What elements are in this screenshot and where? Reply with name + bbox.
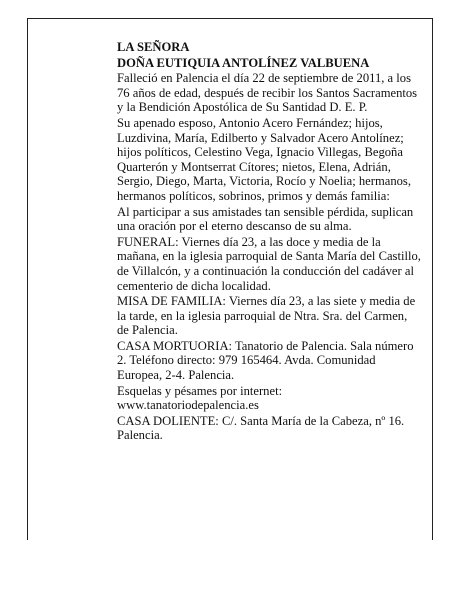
family-mass-details: MISA DE FAMILIA: Viernes día 23, a las siete y media de la tarde, en la iglesia parroquial de Ntra. Sra. del Carmen, de Palencia. (117, 294, 416, 338)
obituary-title: LA SEÑORA (117, 40, 190, 54)
prayer-request: Al participar a sus amistades tan sensible pérdida, suplican una oración por el eterno descanso de su alma. (117, 204, 414, 234)
funeral-details: FUNERAL: Viernes día 23, a las doce y media de la mañana, en la iglesia parroquial de Santa María del Castillo, de Villalcón, y a continuación la conducción del cadáver al cementerio de dicha localidad. (117, 234, 421, 293)
deceased-name: DOÑA EUTIQUIA ANTOLÍNEZ VALBUENA (117, 55, 370, 70)
online-condolences: Esquelas y pésames por internet: www.tanatoriodepalencia.es (117, 383, 283, 413)
obituary-notice (117, 40, 422, 444)
death-announcement: Falleció en Palencia el día 22 de septiembre de 2011, a los 76 años de edad, después de recibir los Santos Sacramentos y la Bendición Apostólica de Su Santidad D. E. P. (117, 71, 418, 115)
funeral-home-details: CASA MORTUORIA: Tanatorio de Palencia. Sala número 2. Teléfono directo: 979 165464. Avda. Comunidad Europea, 2-4. Palencia. (117, 338, 414, 383)
mourning-home-address: CASA DOLIENTE: C/. Santa María de la Cabeza, nº 16. Palencia. (117, 413, 405, 443)
family-list: Su apenado esposo, Antonio Acero Fernández; hijos, Luzdivina, María, Edilberto y Salvador Acero Antolínez; hijos políticos, Celestino Vega, Ignacio Villegas, Begoña Quarterón y Montserrat Cítores; nietos, Elena, Adrián, Sergio, Diego, Marta, Victoria, Rocío y Noelia; hermanos, hermanos políticos, sobrinos, primos y demás familia: (117, 115, 411, 203)
